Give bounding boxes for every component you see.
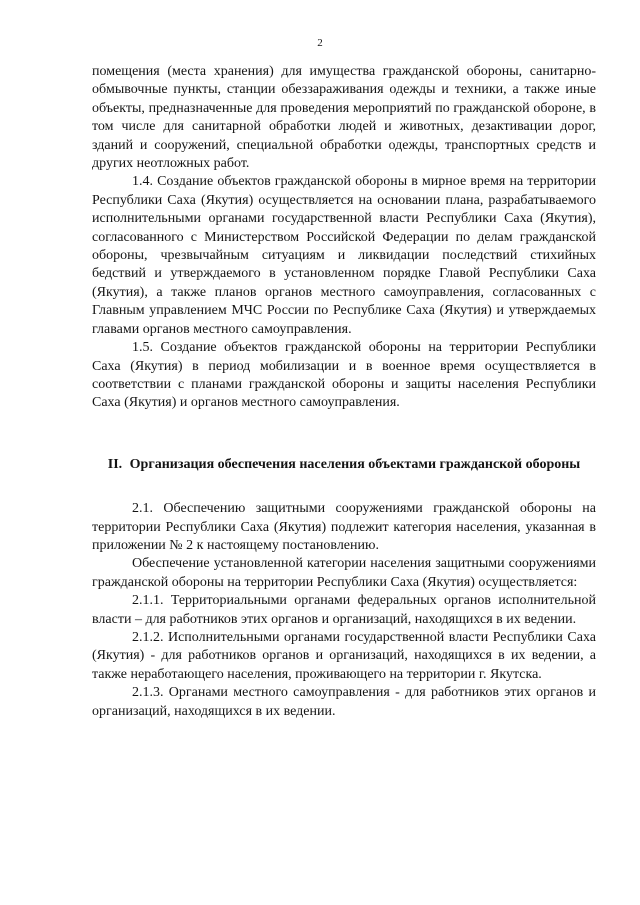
- paragraph-2-1-2: 2.1.2. Исполнительными органами государственной власти Республики Саха (Якутия) - для работников органов и организаций, находящихся в их ведении, а также неработающего населения, проживающего на территории г. Якутска.: [92, 629, 596, 682]
- paragraph-continuation: помещения (места хранения) для имущества гражданской обороны, санитарно-обмывочные пункты, станции обеззараживания одежды и техники, а также иные объекты, предназначенные для проведения мероприятий по гражданской обороне, в том числе для санитарной обработки людей и животных, дезактивации дорог, зданий и сооружений, специальной обработки одежды, транспортных средств и других неотложных работ.: [92, 64, 596, 172]
- section-numeral: II.: [107, 456, 123, 472]
- page-number: 2: [317, 37, 323, 49]
- section-heading: [92, 456, 596, 474]
- paragraph-1-4: 1.4. Создание объектов гражданской обороны в мирное время на территории Республики Саха (Якутия) осуществляется на основании плана, разрабатываемого исполнительными органами государственной власти Республики Саха (Якутия), согласованного с Министерством Российской Федерации по делам гражданской обороны, чрезвычайным ситуациям и ликвидации последствий стихийных бедствий и утверждаемого в установленном порядке Главой Республики Саха (Якутия), а также планов органов местного самоуправления, согласованных с Главным управлением МЧС России по Республике Саха (Якутия) и утверждаемых главами органов местного самоуправления.: [92, 174, 596, 337]
- paragraph-2-1-3: 2.1.3. Органами местного самоуправления - для работников этих органов и организаций, находящихся в их ведении.: [92, 685, 596, 719]
- paragraph-2-1-1: 2.1.1. Территориальными органами федеральных органов исполнительной власти – для работников этих органов и организаций, находящихся в их ведении.: [92, 593, 596, 627]
- document-body: [92, 63, 596, 721]
- section-title: Организация обеспечения населения объектами гражданской обороны: [129, 456, 581, 472]
- paragraph-provision: Обеспечение установленной категории населения защитными сооружениями гражданской обороны на территории Республики Саха (Якутия) осуществляется:: [92, 556, 596, 590]
- paragraph-2-1: 2.1. Обеспечению защитными сооружениями гражданской обороны на территории Республики Саха (Якутия) подлежит категория населения, указанная в приложении № 2 к настоящему постановлению.: [92, 501, 596, 553]
- paragraph-1-5: 1.5. Создание объектов гражданской обороны на территории Республики Саха (Якутия) в период мобилизации и в военное время осуществляется в соответствии с планами гражданской обороны и защиты населения Республики Саха (Якутия) и органов местного самоуправления.: [92, 340, 596, 411]
